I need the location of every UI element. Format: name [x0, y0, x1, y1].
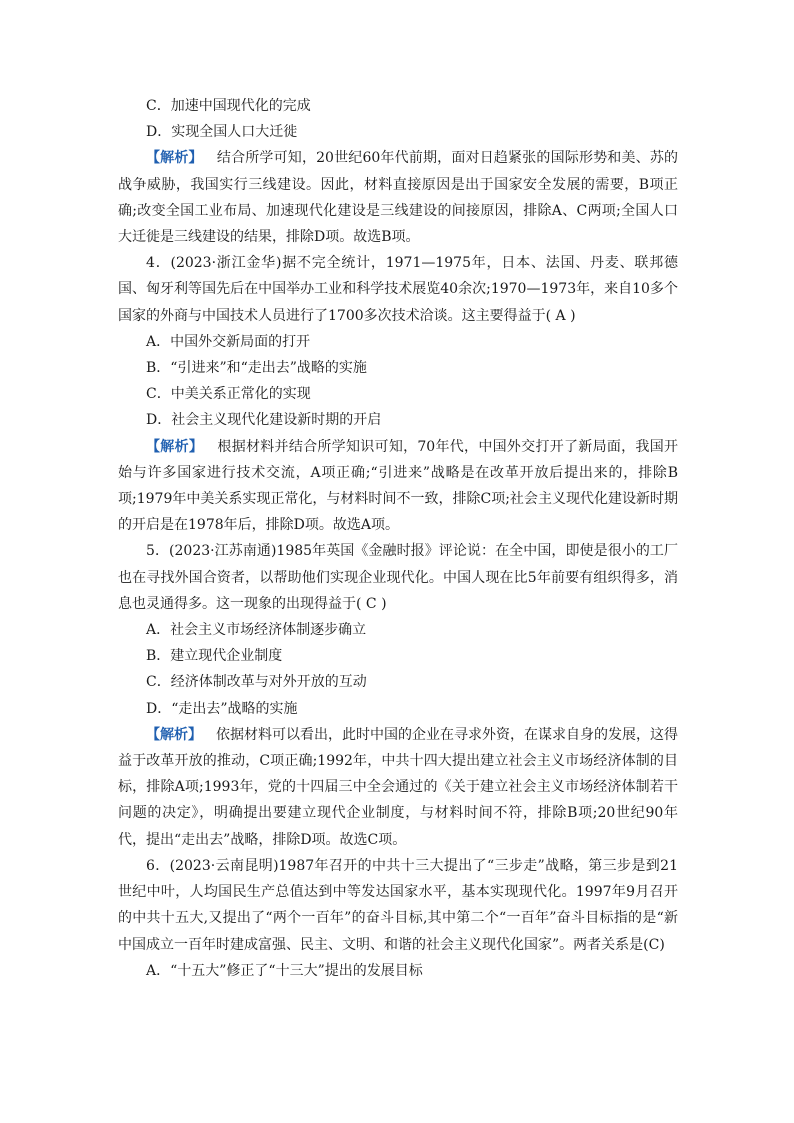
option-d: D．社会主义现代化建设新时期的开启 — [146, 412, 382, 429]
analysis-text: 依据材料可以看出，此时中国的企业在寻求外资，在谋求自身的发展，这得益于改革开放的推动，C项正确;1992年，中共十四大提出建立社会主义市场经济体制的目标，排除A项;1993年，党的十四届三中全会通过的《关于建立社会主义市场经济体制若干问题的决定》，明确提出要建立现代企业制度，与材料时间不符，排除B项;20世纪90年代，提出“走出去”战略，排除D项。故选C项。 — [118, 726, 678, 848]
analysis-label: 【解析】 — [146, 438, 204, 455]
question-6: 6．(2023·云南昆明)1987年召开的中共十三大提出了“三步走”战略，第三步是到21世纪中叶，人均国民生产总值达到中等发达国家水平，基本实现现代化。1997年9月召开的中共十五大,又提出了“两个一百年”的奋斗目标,其中第二个“一百年”奋斗目标指的是“新中国成立一百年时建成富强、民主、文明、和谐的社会主义现代化国家”。两者关系是(C) — [118, 857, 678, 953]
analysis-text: 根据材料并结合所学知识可知，70年代，中国外交打开了新局面，我国开始与许多国家进行技术交流，A项正确;“引进来”战略是在改革开放后提出来的，排除B项;1979年中美关系实现正常化，与材料时间不一致，排除C项;社会主义现代化建设新时期的开启是在1978年后，排除D项。故选A项。 — [118, 438, 678, 534]
option-b: B．“引进来”和“走出去”战略的实施 — [146, 360, 367, 377]
option-c: C．经济体制改革与对外开放的互动 — [146, 674, 367, 691]
option-d: D．“走出去”战略的实施 — [146, 700, 298, 717]
option-a: A．“十五大”修正了“十三大”提出的发展目标 — [146, 962, 423, 979]
analysis-label: 【解析】 — [146, 726, 202, 743]
option-b: B．建立现代企业制度 — [146, 648, 283, 665]
analysis-paragraph — [118, 145, 678, 250]
option-a: A．社会主义市场经济体制逐步确立 — [146, 622, 367, 639]
analysis-label: 【解析】 — [146, 150, 203, 167]
question-4: 4．(2023·浙江金华)据不完全统计，1971—1975年，日本、法国、丹麦、联邦德国、匈牙利等国先后在中国举办工业和科学技术展览40余次;1970—1973年，来自10多个国家的外商与中国技术人员进行了1700多次技术洽谈。这主要得益于( A ) — [118, 255, 678, 324]
analysis-paragraph — [118, 722, 678, 853]
question-5: 5．(2023·江苏南通)1985年英国《金融时报》评论说：在全中国，即使是很小的工厂也在寻找外国合资者，以帮助他们实现企业现代化。中国人现在比5年前要有组织得多，消息也灵通得多。这一现象的出现得益于( C ) — [118, 543, 678, 612]
option-d: D．实现全国人口大迁徙 — [146, 124, 298, 141]
analysis-paragraph — [118, 434, 678, 539]
option-c: C．加速中国现代化的完成 — [146, 98, 311, 114]
analysis-text: 结合所学可知，20世纪60年代前期，面对日趋紧张的国际形势和美、苏的战争威胁，我国实行三线建设。因此，材料直接原因是出于国家安全发展的需要，B项正确;改变全国工业布局、加速现代化建设是三线建设的间接原因，排除A、C两项;全国人口大迁徙是三线建设的结果，排除D项。故选B项。 — [118, 150, 678, 246]
option-a: A．中国外交新局面的打开 — [146, 333, 311, 350]
document-content — [118, 93, 678, 984]
option-c: C．中美关系正常化的实现 — [146, 386, 311, 403]
